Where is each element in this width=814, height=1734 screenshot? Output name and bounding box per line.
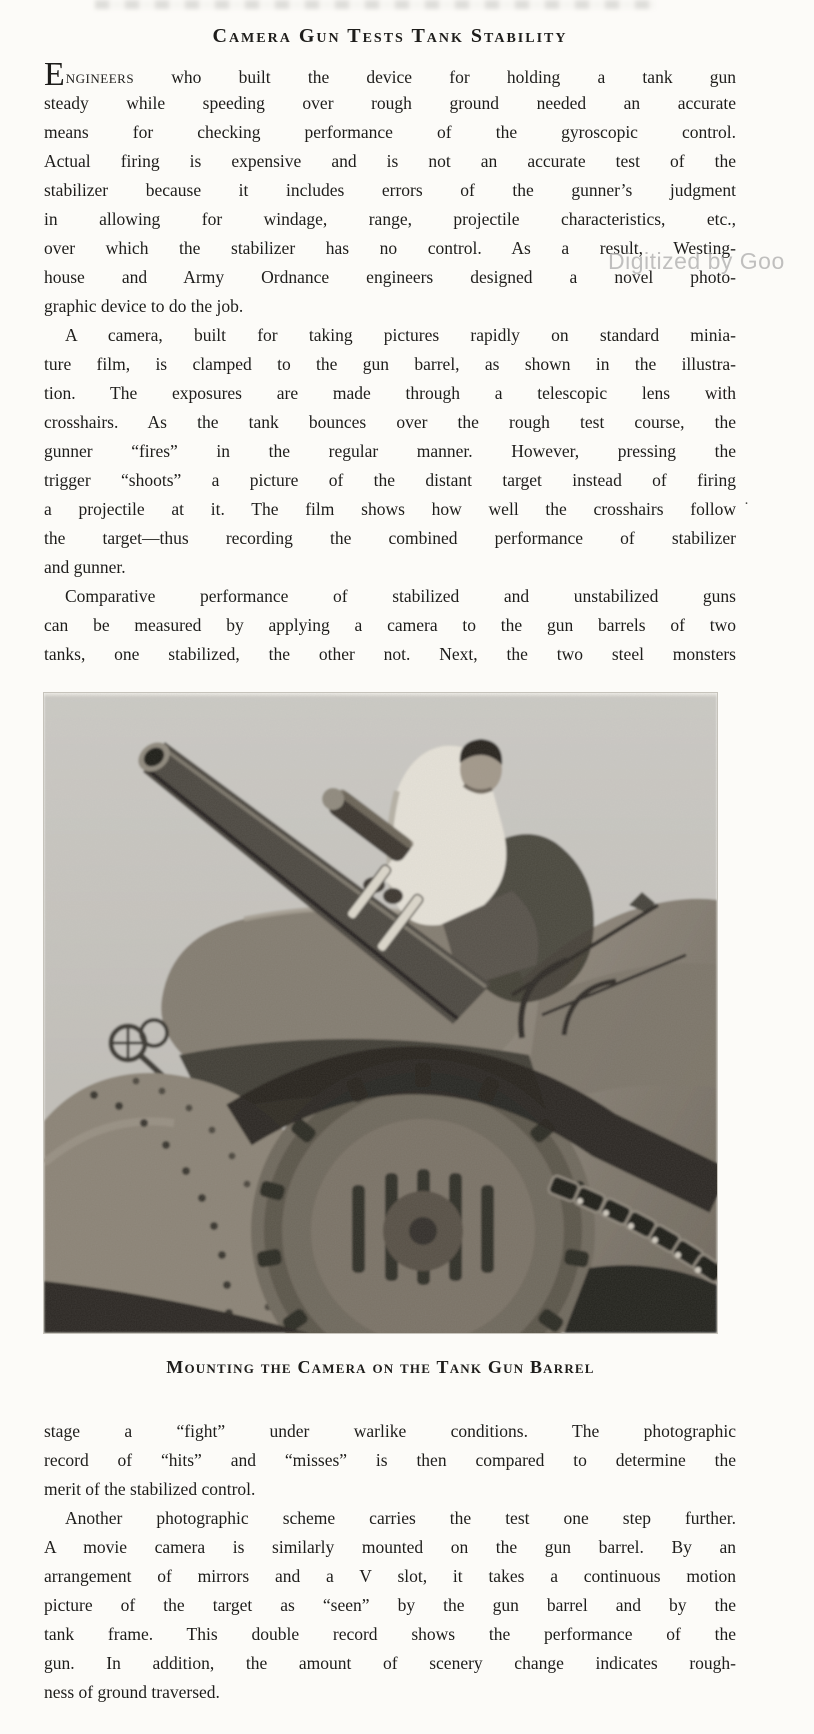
paragraph-5 (44, 1504, 736, 1707)
text-line: ness of ground traversed. (44, 1682, 220, 1702)
scan-artifact-top (95, 0, 655, 9)
text-line: A movie camera is similarly mounted on the gun barrel. By an (44, 1537, 736, 1557)
halftone-grain (44, 693, 717, 1333)
text-line: stabilizer because it includes errors of the gunner’s judgment (44, 180, 736, 200)
text-column-bottom (44, 1417, 736, 1707)
paragraph-5-lines (44, 1504, 736, 1707)
text-line: tank frame. This double record shows the performance of the (44, 1624, 736, 1644)
text-line: tion. The exposures are made through a telescopic lens with (44, 383, 736, 403)
text-line: in allowing for windage, range, projectile characteristics, etc., (44, 209, 736, 229)
text-line: arrangement of mirrors and a V slot, it takes a continuous motion (44, 1566, 736, 1586)
paragraph-1 (44, 56, 736, 321)
lead-smallcaps: ngineers (65, 67, 135, 88)
paragraph-3 (44, 582, 736, 669)
text-column-top (44, 56, 736, 669)
digitized-watermark: Digitized by Goo (608, 248, 785, 274)
text-line: ture film, is clamped to the gun barrel, as shown in the illustra- (44, 354, 736, 374)
paragraph-4-lines (44, 1417, 736, 1504)
text-line: can be measured by applying a camera to the gun barrels of two (44, 615, 736, 635)
text-line: graphic device to do the job. (44, 296, 244, 316)
article-title: Camera Gun Tests Tank Stability (212, 25, 568, 47)
text-line: gunner “fires” in the regular manner. However, pressing the (44, 441, 736, 461)
text-line: Another photographic scheme carries the test one step further. (65, 1508, 736, 1528)
text-line: the target—thus recording the combined performance of stabilizer (44, 528, 736, 548)
paragraph-4 (44, 1417, 736, 1504)
text-line: means for checking performance of the gyroscopic control. (44, 122, 736, 142)
text-line: and gunner. (44, 557, 126, 577)
text-line: stage a “fight” under warlike conditions. The photographic (44, 1421, 736, 1441)
text-line: merit of the stabilized control. (44, 1479, 256, 1499)
tank-photo-illustration (44, 693, 717, 1333)
scan-artifact-dot: · (744, 496, 749, 512)
paragraph-3-lines (44, 582, 736, 669)
paragraph-1-lines (44, 89, 736, 321)
text-line (44, 56, 736, 93)
text-line: over which the stabilizer has no control. As a result, Westing- (44, 238, 736, 258)
photo-figure (44, 693, 717, 1379)
text-line: record of “hits” and “misses” is then compared to determine the (44, 1450, 736, 1470)
text-line: trigger “shoots” a picture of the distant target instead of firing (44, 470, 736, 490)
paragraph-2-lines (44, 321, 736, 582)
text-line: Actual firing is expensive and is not an accurate test of the (44, 151, 736, 171)
initial-cap: E (44, 56, 66, 93)
text-line: Comparative performance of stabilized and unstabilized guns (65, 586, 736, 606)
text-line: steady while speeding over rough ground needed an accurate (44, 93, 736, 113)
text-line: A camera, built for taking pictures rapidly on standard minia- (65, 325, 736, 345)
text-line: a projectile at it. The film shows how well the crosshairs follow (44, 499, 736, 519)
paragraph-2 (44, 321, 736, 582)
photo-caption: Mounting the Camera on the Tank Gun Barrel (166, 1357, 595, 1377)
text-line: picture of the target as “seen” by the gun barrel and by the (44, 1595, 736, 1615)
text-line: crosshairs. As the tank bounces over the rough test course, the (44, 412, 736, 432)
lead-text: who built the device for holding a tank gun (134, 67, 736, 87)
text-line: tanks, one stabilized, the other not. Next, the two steel monsters (44, 644, 736, 664)
text-line: gun. In addition, the amount of scenery change indicates rough- (44, 1653, 736, 1673)
text-line: house and Army Ordnance engineers designed a novel photo- (44, 267, 736, 287)
